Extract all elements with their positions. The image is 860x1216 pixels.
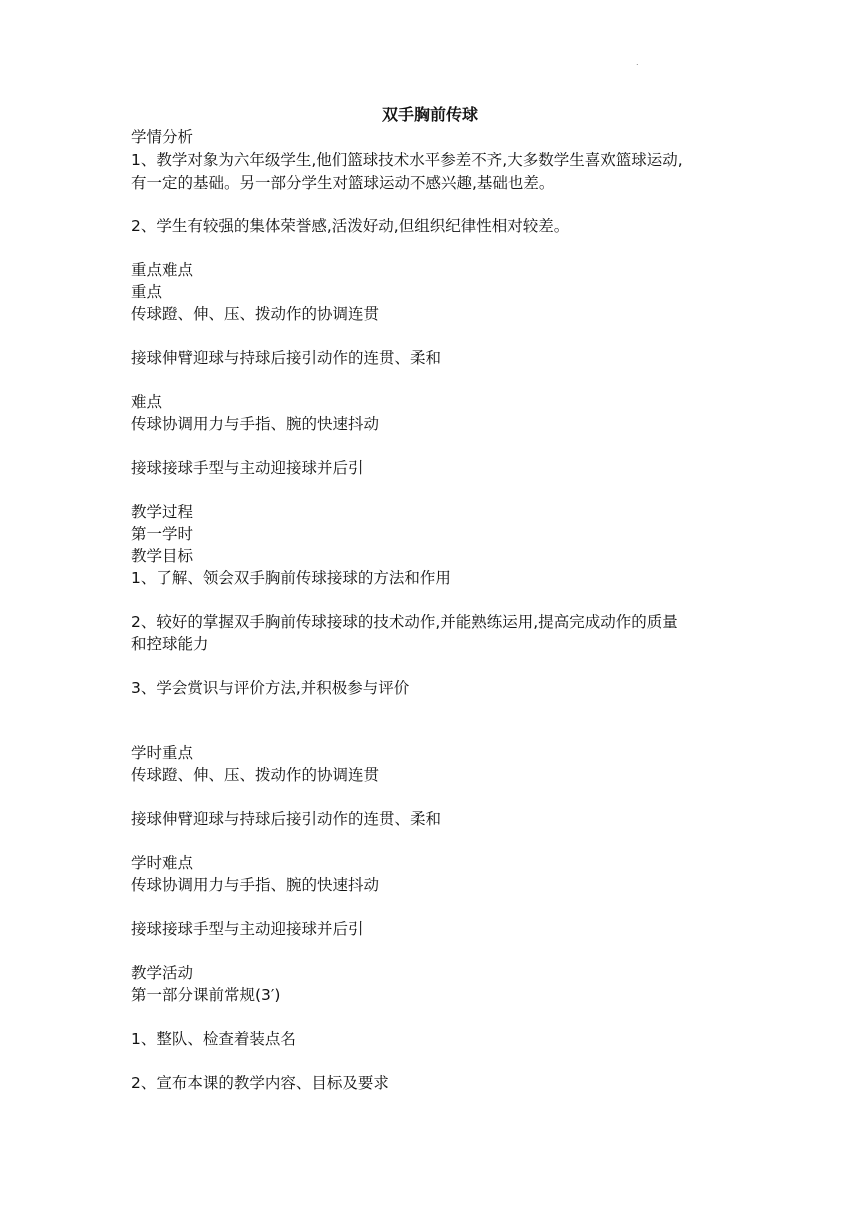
section-heading: 学情分析 [131,128,194,146]
paragraph-line: 和控球能力 [131,635,209,653]
paragraph-line: 接球伸臂迎球与持球后接引动作的连贯、柔和 [131,349,442,367]
paragraph-line: 接球接球手型与主动迎接球并后引 [131,920,364,938]
paragraph-line: 2、较好的掌握双手胸前传球接球的技术动作,并能熟练运用,提高完成动作的质量 [131,613,678,631]
paragraph-line: 2、宣布本课的教学内容、目标及要求 [131,1074,389,1092]
section-heading: 教学活动 [131,964,194,982]
subsection-heading: 难点 [131,393,163,411]
subsection-heading: 重点 [131,283,163,301]
document-title: 双手胸前传球 [381,105,478,124]
paragraph-line: 传球协调用力与手指、腕的快速抖动 [131,415,380,433]
page-mark: . [636,58,639,67]
section-heading: 教学过程 [131,503,194,521]
paragraph-line: 有一定的基础。另一部分学生对篮球运动不感兴趣,基础也差。 [131,174,555,192]
section-heading: 学时重点 [131,744,194,762]
paragraph-line: 传球蹬、伸、压、拨动作的协调连贯 [131,305,380,323]
paragraph-line: 2、学生有较强的集体荣誉感,活泼好动,但组织纪律性相对较差。 [131,217,570,235]
paragraph-line: 3、学会赏识与评价方法,并积极参与评价 [131,679,410,697]
subsection-heading: 教学目标 [131,547,194,565]
paragraph-line: 接球伸臂迎球与持球后接引动作的连贯、柔和 [131,810,442,828]
paragraph-line: 1、教学对象为六年级学生,他们篮球技术水平参差不齐,大多数学生喜欢篮球运动, [131,151,683,169]
section-heading: 重点难点 [131,261,194,279]
paragraph-line: 传球协调用力与手指、腕的快速抖动 [131,876,380,894]
paragraph-line: 接球接球手型与主动迎接球并后引 [131,459,364,477]
paragraph-line: 1、整队、检查着装点名 [131,1030,296,1048]
paragraph-line: 1、了解、领会双手胸前传球接球的方法和作用 [131,569,451,587]
section-heading: 学时难点 [131,854,194,872]
subsection-heading: 第一部分课前常规(3′) [131,986,281,1004]
subsection-heading: 第一学时 [131,525,194,543]
paragraph-line: 传球蹬、伸、压、拨动作的协调连贯 [131,766,380,784]
